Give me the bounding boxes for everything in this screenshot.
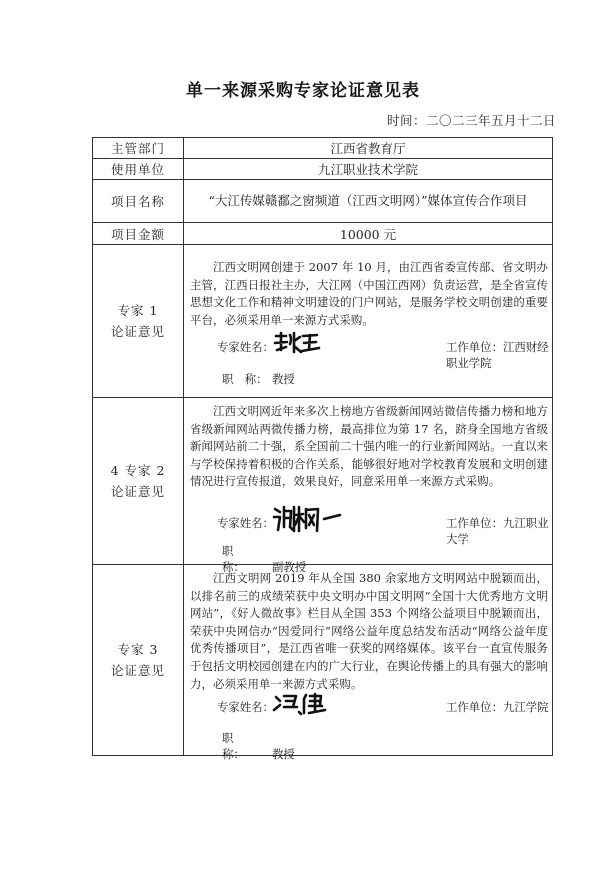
expert-title-line: [222, 371, 295, 387]
expert-opinion-text: 江西文明网创建于 2007 年 10 月，由江西省委宣传部、省文明办主管，江西日报社主办，大江网（中国江西网）负责运营，是全省宣传思想文化工作和精神文明建设的门户网站，是服务学校文明创建的重要平台，必须采用单一来源方式采购。: [190, 260, 548, 327]
project-name-value: “大江传媒赣鄱之窗频道（江西文明网）”媒体宣传合作项目: [184, 180, 553, 223]
expert-org: 工作单位：九江职业大学: [446, 516, 549, 546]
amount-label: 项目金额: [93, 223, 184, 245]
expert-opinion-text: 江西文明网 2019 年从全国 380 余家地方文明网站中脱颖而出，以排名前三的成绩荣获中央文明办中国文明网“全国十大优秀地方文明网站”，《好人微故事》栏目从全国 353 个网络公益项目中脱颖而出，荣获中央网信办“因爱同行”网络公益年度总结发布活动“网络公益年度优秀传播项目”，是江西省唯一获奖的网络媒体。该平台一直宣传服务于包括文明校园创建在内的广大行业，在舆论传播上的具有强大的影响力，必须采用单一来源方式采购。: [190, 571, 548, 691]
project-name-label: 项目名称: [93, 180, 184, 223]
user-unit-label: 使用单位: [93, 159, 184, 180]
table-row: [93, 159, 553, 180]
table-row: [93, 223, 553, 245]
expert-label-line2: 论证意见: [110, 484, 165, 499]
expert-title: 副教授: [272, 560, 307, 574]
opinion-form-table: [92, 137, 553, 761]
expert-label: [93, 245, 184, 398]
expert-title: 教授: [272, 747, 295, 761]
expert-row: [93, 398, 553, 565]
document-date: 时间：二〇二三年五月十二日: [386, 113, 556, 128]
expert-label-line2: 论证意见: [110, 324, 165, 339]
expert-name-label: 专家姓名：: [217, 700, 274, 714]
expert-title-label: 职 称：: [222, 731, 257, 761]
expert-signature: [272, 691, 328, 717]
document-title: 单一来源采购专家论证意见表: [186, 81, 420, 101]
amount-value: 10000 元: [184, 223, 553, 245]
expert-opinion-cell: [184, 245, 553, 398]
expert-opinion-text: 江西文明网近年来多次上榜地方省级新闻网站微信传播力榜和地方省级新闻网站两微传播力榜，最高排位为第 17 名，跻身全国地方省级新闻网站前二十强，系全国前二十强内唯一的行业新闻网站。一直以来与学校保持着积极的合作关系，能够很好地对学校教育发展和文明创建情况进行宣传报道，效果良好，同意采用单一来源方式采购。: [190, 404, 548, 489]
table-row: [93, 138, 553, 159]
expert-signature: [272, 330, 326, 356]
expert-label: [93, 565, 184, 756]
expert-title-line: [222, 730, 295, 762]
expert-org: 工作单位：江西财经职业学院: [446, 340, 549, 370]
expert-label: [93, 398, 184, 565]
expert-title: 教授: [272, 372, 295, 386]
expert-label-line2: 论证意见: [110, 663, 165, 678]
user-unit-value: 九江职业技术学院: [184, 159, 553, 180]
expert-row: [93, 565, 553, 756]
expert-title-label: 职 称：: [222, 544, 257, 574]
department-label: 主管部门: [93, 138, 184, 159]
expert-opinion-cell: [184, 398, 553, 574]
expert-row: [93, 245, 553, 398]
table-row: [93, 180, 553, 223]
expert-label-line1: 专家 3: [117, 642, 159, 657]
expert-label-line1: 专家 1: [117, 303, 159, 318]
expert-org: 工作单位：九江学院: [446, 700, 549, 714]
expert-signature: [272, 503, 344, 535]
expert-name-label: 专家姓名：: [217, 516, 274, 530]
expert-title-label: 职 称：: [222, 372, 268, 386]
expert-label-line1: 4 专家 2: [110, 463, 166, 478]
expert-opinion-cell: [184, 565, 553, 761]
expert-name-label: 专家姓名：: [217, 340, 274, 354]
department-value: 江西省教育厅: [184, 138, 553, 159]
